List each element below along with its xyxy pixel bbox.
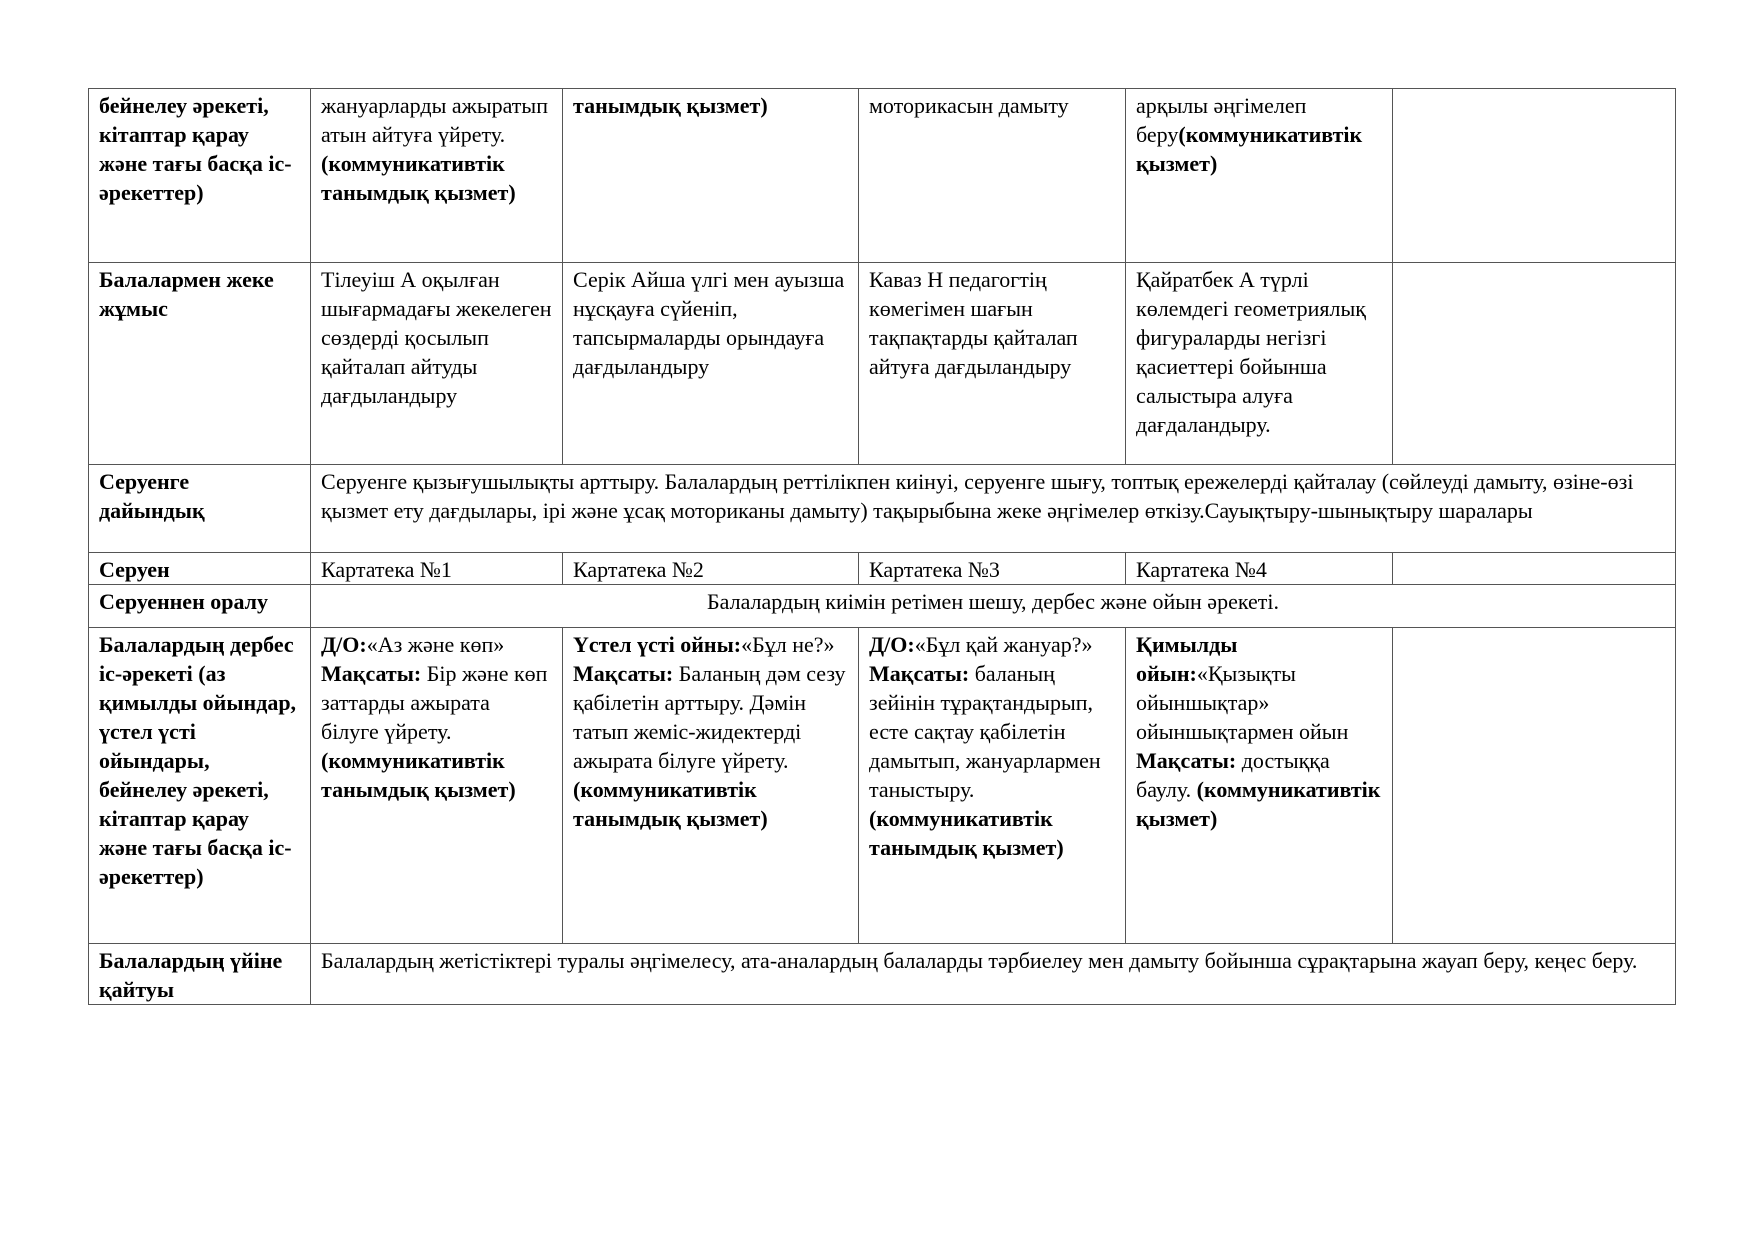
empty-cell xyxy=(1393,628,1676,944)
table-cell xyxy=(311,263,563,465)
table-cell xyxy=(311,89,563,263)
cell-text: Картатека №4 xyxy=(1136,557,1267,582)
cell-text: Бір және көп заттарды ажырата білуге үйрету. xyxy=(321,661,548,744)
table-cell xyxy=(1126,553,1393,585)
table-cell xyxy=(859,553,1126,585)
cell-text: Баланың дәм сезу қабілетін арттыру. Дәмін татып жеміс-жидектерді ажырата білуге үйрету. xyxy=(573,661,846,773)
empty-cell xyxy=(1393,263,1676,465)
bold-text: Мақсаты: xyxy=(1136,748,1237,773)
cell-text: достыққа баулу. xyxy=(1136,748,1330,802)
cell-text: Серік Айша үлгі мен ауызша нұсқауға сүйеніп, тапсырмаларды орындауға дағдыландыру xyxy=(573,267,845,379)
bold-text: Д/О: xyxy=(869,632,915,657)
bold-text: Қимылды ойын: xyxy=(1136,632,1238,686)
merged-cell: Балалардың жетістіктері туралы әңгімелесу, ата-аналардың балаларды тәрбиелеу мен дамыту бойынша сұрақтарына жауап беру, кеңес беру. xyxy=(311,944,1676,1005)
cell-text: «Бұл қай жануар?» xyxy=(914,632,1093,657)
plan-table xyxy=(88,88,1676,1005)
cell-text: баланың зейінін тұрақтандырып, есте сақтау қабілетін дамытып, жануарлармен таныстыру. xyxy=(869,661,1101,802)
bold-text: (коммуникативтік қызмет) xyxy=(1136,122,1363,176)
table-cell xyxy=(859,628,1126,944)
cell-text: Картатека №3 xyxy=(869,557,1000,582)
table-cell xyxy=(859,263,1126,465)
table-cell xyxy=(563,263,859,465)
table-cell xyxy=(311,628,563,944)
table-row xyxy=(89,585,1676,628)
row-label: Серуен xyxy=(89,553,311,585)
table-cell xyxy=(563,89,859,263)
bold-text: Мақсаты: xyxy=(573,661,674,686)
bold-text: Мақсаты: xyxy=(321,661,422,686)
cell-text: «Бұл не?» xyxy=(741,632,835,657)
table-cell xyxy=(1126,89,1393,263)
row-label: Серуенге дайындық xyxy=(89,465,311,553)
table-cell xyxy=(1126,628,1393,944)
bold-text: (коммуникативтік танымдық қызмет) xyxy=(573,777,768,831)
row-label: бейнелеу әрекеті, кітаптар қарау және тағы басқа іс-әрекеттер) xyxy=(89,89,311,263)
row-label: Серуеннен оралу xyxy=(89,585,311,628)
empty-cell xyxy=(1393,553,1676,585)
cell-text: Картатека №1 xyxy=(321,557,452,582)
cell-text: Қайратбек А түрлі көлемдегі геометриялық фигураларды негізгі қасиеттері бойынша салыстыра алуға дағдаландыру. xyxy=(1136,267,1366,437)
merged-cell: Балалардың киімін ретімен шешу, дербес және ойын әрекеті. xyxy=(311,585,1676,628)
row-label: Балалардың дербес іс-әрекеті (аз қимылды ойындар, үстел үсті ойындары, бейнелеу әрекеті, кітаптар қарау және тағы басқа іс-әрекеттер) xyxy=(89,628,311,944)
bold-text: Мақсаты: xyxy=(869,661,970,686)
table-row xyxy=(89,944,1676,1005)
cell-text: Тілеуіш А оқылған шығармадағы жекелеген сөздерді қосылып қайталап айтуды дағдыландыру xyxy=(321,267,552,408)
plan-table-body xyxy=(89,89,1676,1005)
bold-text: (коммуникативтік танымдық қызмет) xyxy=(869,806,1064,860)
table-cell xyxy=(563,553,859,585)
cell-text: Каваз Н педагогтің көмегімен шағын тақпақтарды қайталап айтуға дағдыландыру xyxy=(869,267,1078,379)
cell-text: Картатека №2 xyxy=(573,557,704,582)
table-cell xyxy=(311,553,563,585)
table-row xyxy=(89,553,1676,585)
cell-text: «Қызықты ойыншықтар» ойыншықтармен ойын xyxy=(1136,661,1349,744)
bold-text: (коммуникативтік қызмет) xyxy=(1136,777,1381,831)
bold-text: (коммуникативтік танымдық қызмет) xyxy=(321,748,516,802)
table-cell xyxy=(859,89,1126,263)
cell-text: арқылы әңгімелеп беру xyxy=(1136,93,1307,147)
table-row xyxy=(89,628,1676,944)
bold-text: Үстел үсті ойны: xyxy=(573,632,742,657)
table-cell xyxy=(1126,263,1393,465)
cell-text: моторикасын дамыту xyxy=(869,93,1069,118)
empty-cell xyxy=(1393,89,1676,263)
cell-text: жануарларды ажыратып атын айтуға үйрету. xyxy=(321,93,548,147)
bold-text: (коммуникативтік танымдық қызмет) xyxy=(321,151,516,205)
table-row xyxy=(89,465,1676,553)
table-row xyxy=(89,89,1676,263)
table-cell xyxy=(563,628,859,944)
merged-cell: Серуенге қызығушылықты арттыру. Балалардың реттілікпен киінуі, серуенге шығу, топтық ережелерді қайталау (сөйлеуді дамыту, өзіне-өзі қызмет ету дағдылары, ірі және ұсақ моториканы дамыту) тақырыбына жеке әңгімелер өткізу.Сауықтыру-шынықтыру шаралары xyxy=(311,465,1676,553)
table-row xyxy=(89,263,1676,465)
row-label: Балалардың үйіне қайтуы xyxy=(89,944,311,1005)
row-label: Балалармен жеке жұмыс xyxy=(89,263,311,465)
bold-text: танымдық қызмет) xyxy=(573,93,768,118)
bold-text: Д/О: xyxy=(321,632,367,657)
cell-text: «Аз және көп» xyxy=(366,632,505,657)
